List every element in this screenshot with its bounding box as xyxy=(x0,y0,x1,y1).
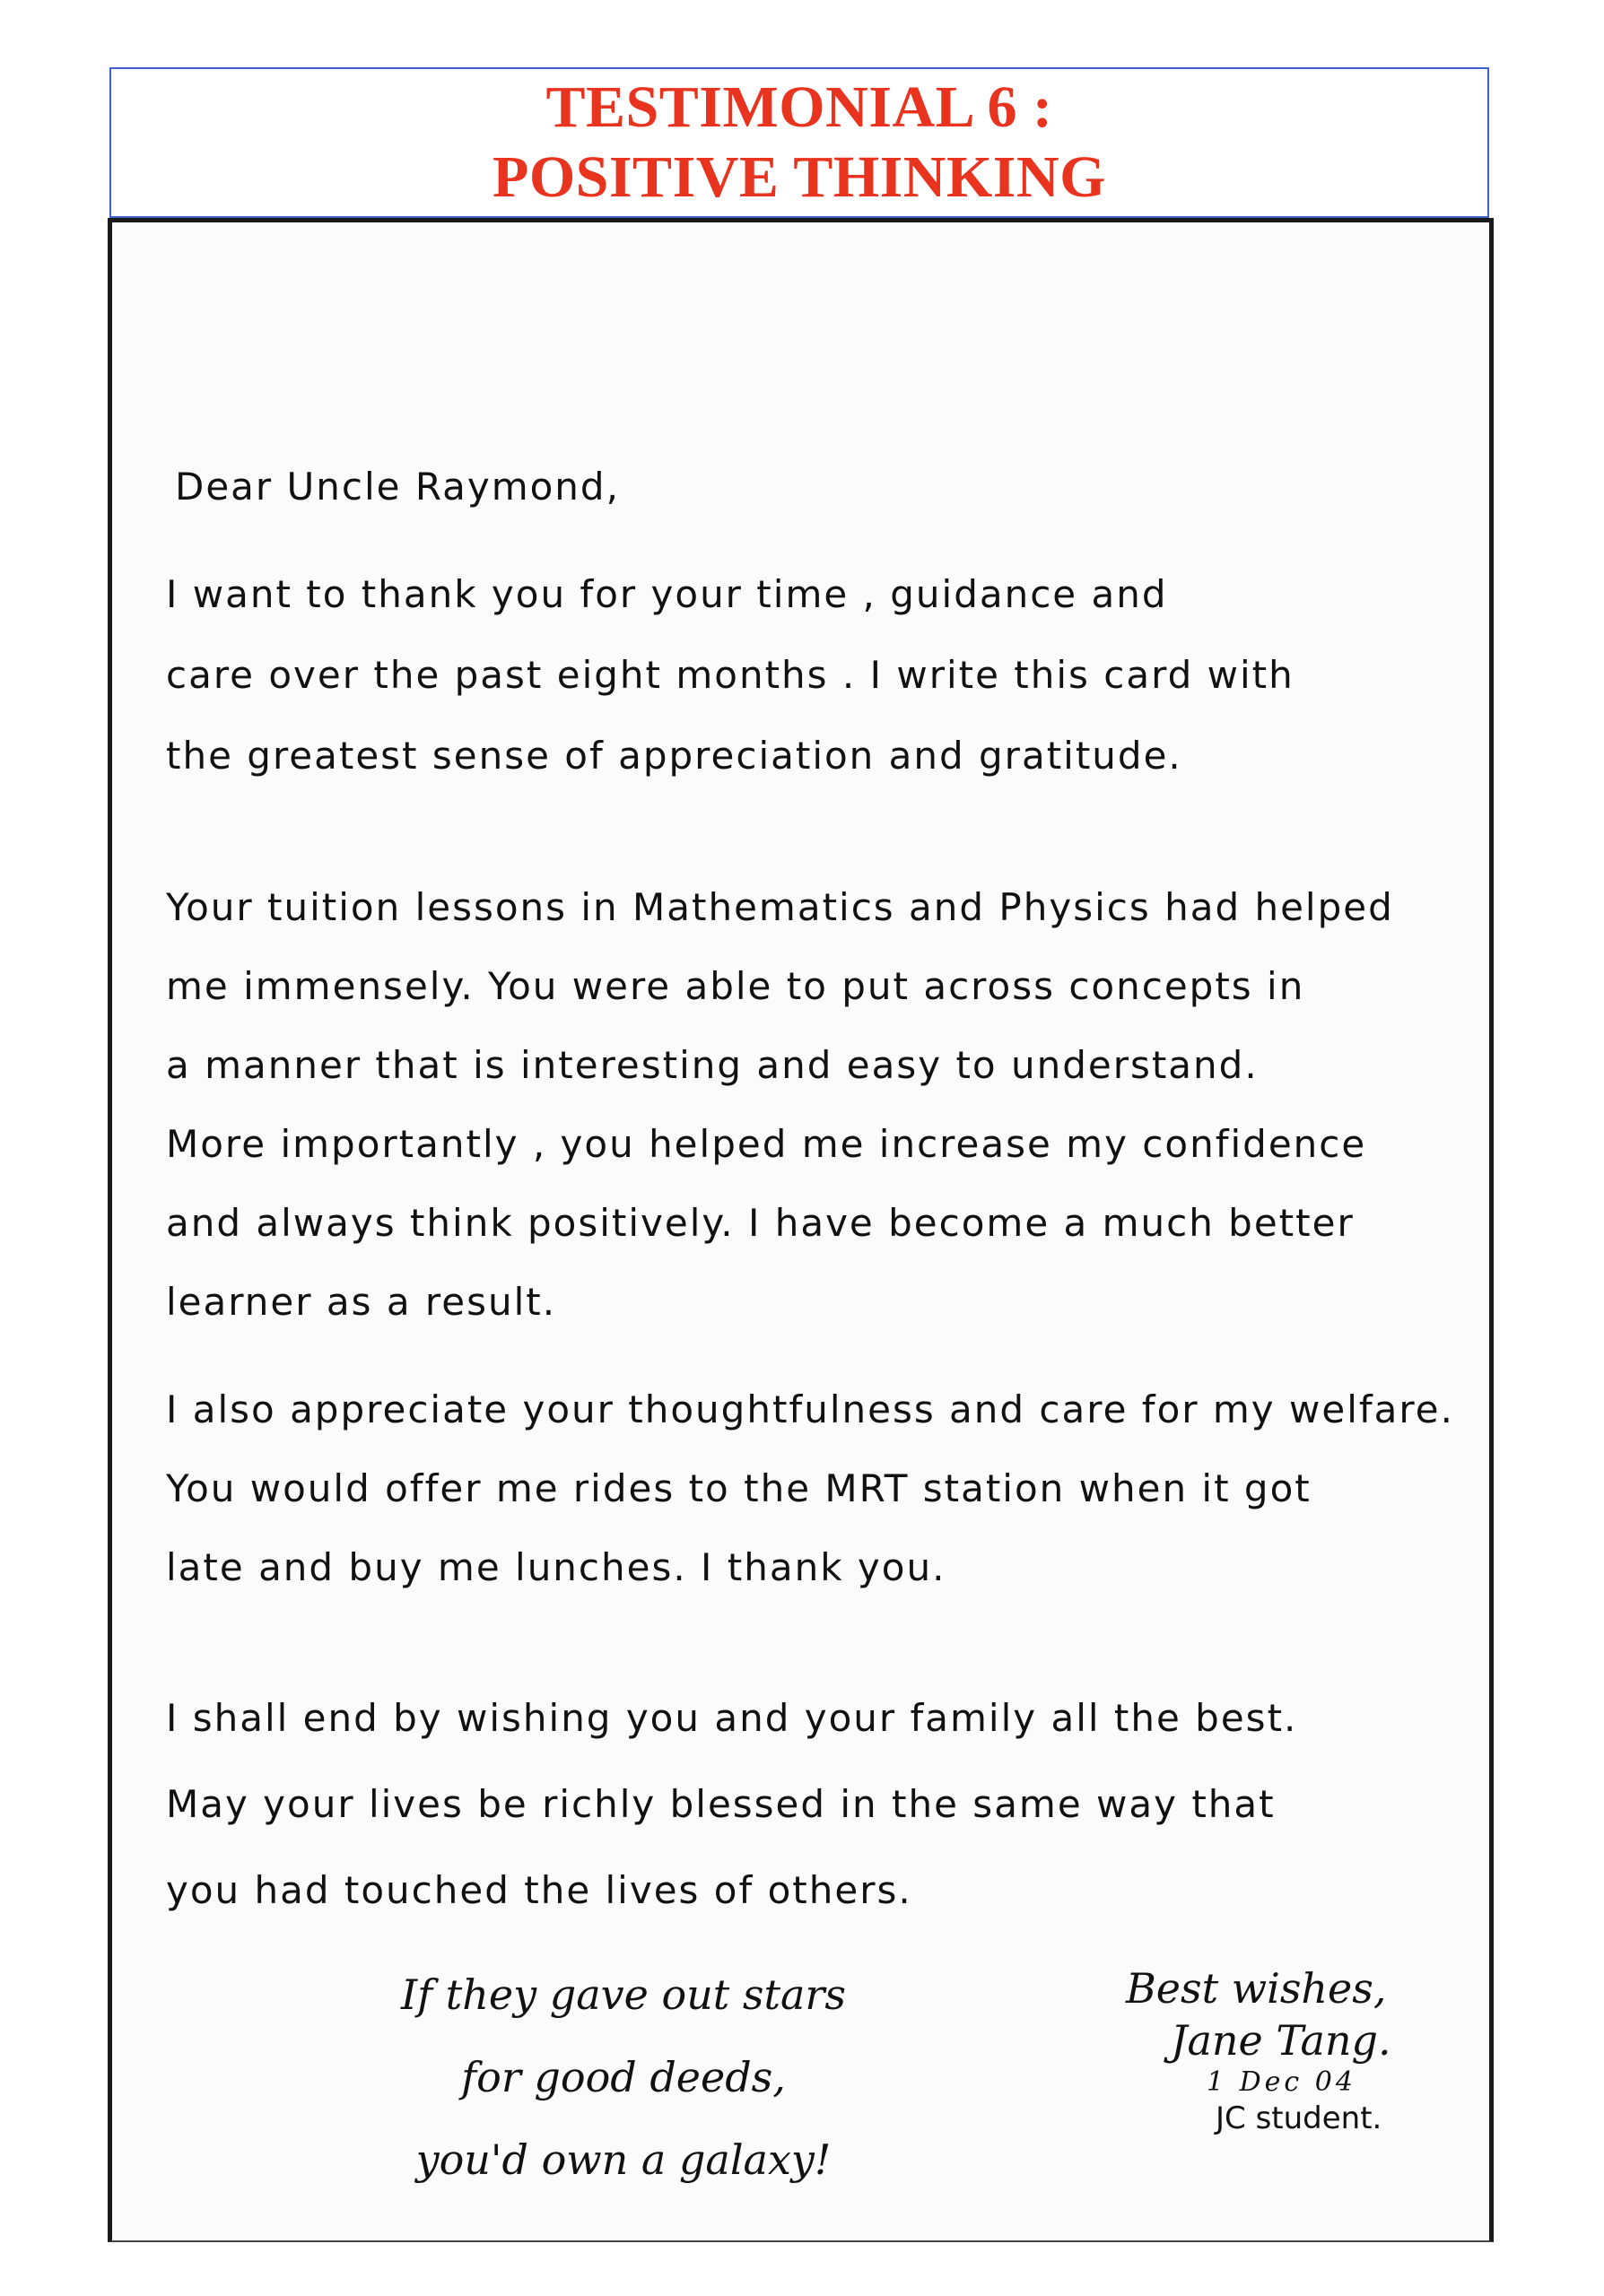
signer-name: Jane Tang. xyxy=(1171,2016,1391,2065)
paragraph-line: late and buy me lunches. I thank you. xyxy=(166,1545,946,1589)
paragraph-line: a manner that is interesting and easy to understand. xyxy=(166,1043,1259,1087)
signature-date: 1 Dec 04 xyxy=(1207,2066,1356,2098)
paragraph-line: I want to thank you for your time , guidance and xyxy=(166,572,1168,616)
paragraph-line: you had touched the lives of others. xyxy=(166,1868,912,1912)
paragraph-line: me immensely. You were able to put across concepts in xyxy=(166,964,1305,1008)
quote-line: If they gave out stars xyxy=(400,1970,846,2019)
letter-paragraph-3 xyxy=(166,1370,1454,1607)
paragraph-line: I shall end by wishing you and your family all the best. xyxy=(166,1696,1298,1740)
letter-card xyxy=(108,218,1494,2242)
letter-paragraph-1 xyxy=(166,554,1440,796)
letter-paragraph-4 xyxy=(166,1675,1440,1934)
signature-block xyxy=(1126,1962,1467,2138)
paragraph-line: More importantly , you helped me increase my confidence xyxy=(166,1122,1367,1166)
paragraph-line: I also appreciate your thoughtfulness and care for my welfare. xyxy=(166,1387,1454,1431)
paragraph-line: the greatest sense of appreciation and gratitude. xyxy=(166,734,1182,778)
paragraph-line: care over the past eight months . I write this card with xyxy=(166,653,1295,697)
letter-greeting: Dear Uncle Raymond, xyxy=(175,465,620,509)
title-banner xyxy=(109,67,1489,218)
quote-line: you'd own a galaxy! xyxy=(415,2135,832,2184)
title-line-1: TESTIMONIAL 6 : xyxy=(545,74,1053,140)
title-line-2: POSITIVE THINKING xyxy=(493,144,1106,210)
paragraph-line: learner as a result. xyxy=(166,1280,557,1324)
closing-salutation: Best wishes, xyxy=(1126,1964,1387,2013)
quote-line: for good deeds, xyxy=(461,2053,786,2101)
signer-role: JC student. xyxy=(1216,2100,1382,2136)
closing-quote xyxy=(381,1953,866,2201)
paragraph-line: You would offer me rides to the MRT station when it got xyxy=(166,1466,1312,1510)
letter-paragraph-2 xyxy=(166,868,1440,1342)
paragraph-line: Your tuition lessons in Mathematics and Physics had helped xyxy=(166,885,1394,929)
paragraph-line: and always think positively. I have become a much better xyxy=(166,1201,1355,1245)
paragraph-line: May your lives be richly blessed in the same way that xyxy=(166,1782,1276,1826)
